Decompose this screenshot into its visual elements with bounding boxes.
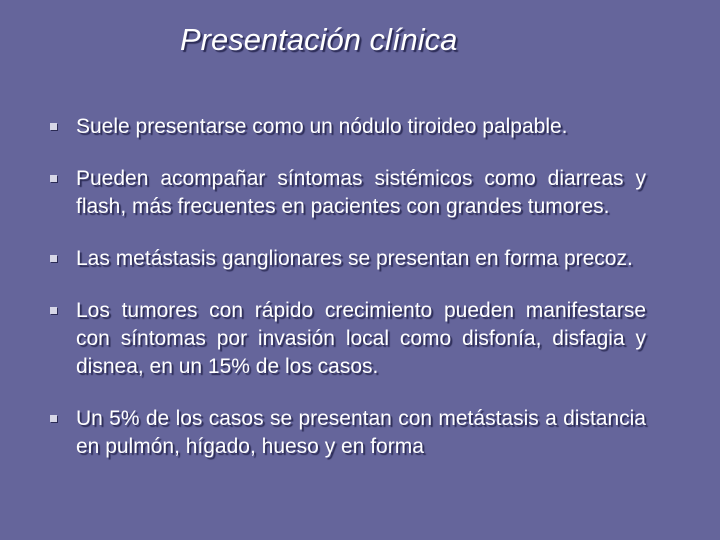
square-bullet-icon (50, 175, 57, 182)
bullet-item (48, 245, 646, 273)
bullet-item (48, 165, 646, 221)
bullet-text: Suele presentarse como un nódulo tiroideo palpable. (76, 115, 568, 138)
square-bullet-icon (50, 123, 57, 130)
bullet-item (48, 113, 646, 141)
bullet-list (48, 113, 646, 485)
square-bullet-icon (50, 415, 57, 422)
bullet-text: Pueden acompañar síntomas sistémicos como diarreas y flash, más frecuentes en pacientes con grandes tumores. (76, 167, 646, 218)
square-bullet-icon (50, 307, 57, 314)
slide-title: Presentación clínica (180, 22, 458, 57)
bullet-text: Las metástasis ganglionares se presentan en forma precoz. (76, 247, 633, 270)
bullet-text: Un 5% de los casos se presentan con metástasis a distancia en pulmón, hígado, hueso y en forma (76, 407, 646, 458)
bullet-item (48, 297, 646, 381)
square-bullet-icon (50, 255, 57, 262)
bullet-text: Los tumores con rápido crecimiento pueden manifestarse con síntomas por invasión local como disfonía, disfagia y disnea, en un 15% de los casos. (76, 299, 646, 378)
bullet-item (48, 405, 646, 461)
